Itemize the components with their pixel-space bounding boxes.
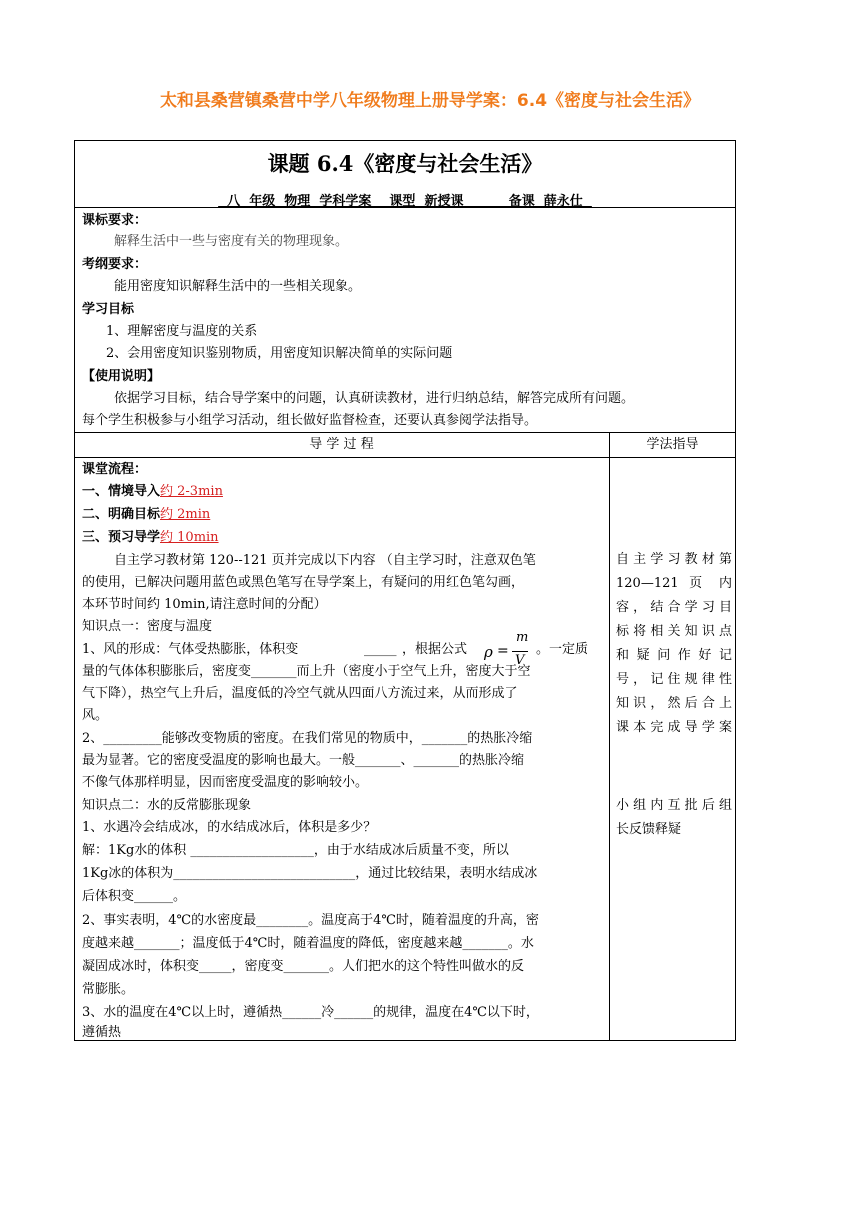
fraction-bar — [512, 651, 528, 652]
question-text: 度越来越_______；温度低于4℃时，随着温度的降低，密度越来越_______。水 — [82, 936, 534, 951]
step-time: 约 2-3min — [160, 484, 223, 499]
step-label: 一、情境导入 — [82, 484, 161, 499]
question-text: 常膨胀。 — [82, 982, 135, 997]
column-divider — [609, 432, 610, 1041]
step-2 — [82, 504, 210, 525]
self-study-text: 的使用，已解决问题用蓝色或黑色笔写在导学案上，有疑问的用红色笔勾画， — [82, 575, 525, 590]
question-text: 气下降），热空气上升后，温度低的冷空气就从四面八方流过来，从而形成了 — [82, 686, 518, 701]
lesson-meta: 八 年级 物理 学科学案 课型 新授课 备课 薛永仕 — [218, 194, 592, 209]
usage-text: 依据学习目标，结合导学案中的问题，认真研读教材，进行归纳总结，解答完成所有问题。 — [114, 391, 635, 406]
step-3 — [82, 527, 219, 548]
question-text: 凝固成冰时，体积变_____，密度变_______。人们把水的这个特性叫做水的反 — [82, 959, 525, 974]
guide-line: 标将相关知识点 — [616, 624, 732, 639]
answer-blank: _____ — [364, 642, 397, 657]
formula-equals: = — [497, 643, 509, 659]
goal-item: 1、理解密度与温度的关系 — [106, 324, 258, 339]
question-text: 2、_________能够改变物质的密度。在我们常见的物质中，_______的热胀冷缩 — [82, 731, 533, 746]
exam-text: 能用密度知识解释生活中的一些相关现象。 — [114, 279, 362, 294]
lesson-title: 课题 6.4《密度与社会生活》 — [267, 151, 543, 176]
guide-line: 自主学习教材第 — [616, 552, 732, 567]
formula-numerator: m — [516, 630, 529, 645]
formula-denominator: V — [515, 653, 525, 668]
usage-label: 【使用说明】 — [82, 369, 161, 384]
question-text: 解：1Kg水的体积 ___________________，由于水结成冰后质量不变，所以 — [82, 843, 509, 858]
guide-column-header: 学法指导 — [646, 437, 699, 452]
step-time: 约 2min — [160, 507, 211, 522]
step-time: 约 10min — [160, 530, 219, 545]
guide-line: 和 疑 问 作 好 记 — [616, 648, 732, 663]
question-text: 遵循热 — [82, 1025, 122, 1040]
self-study-text: 本环节时间约 10min,请注意时间的分配） — [82, 597, 327, 612]
question-text: 量的气体体积膨胀后，密度变_______而上升（密度小于空气上升，密度大于空 — [82, 664, 531, 679]
guide-line: 120—121 页 内 — [616, 576, 732, 591]
goal-item: 2、会用密度知识鉴别物质，用密度知识解决简单的实际问题 — [106, 346, 453, 361]
exam-label: 考纲要求： — [82, 257, 148, 272]
question-text: 最为显著。它的密度受温度的影响也最大。一般_______、_______的热胀冷缩 — [82, 753, 525, 768]
guide-line: 容，结合学习目 — [616, 600, 732, 615]
guide-line: 课本完成导学案 — [616, 720, 732, 735]
knowledge-point-title: 知识点一：密度与温度 — [82, 619, 213, 634]
question-text: 风。 — [82, 708, 109, 723]
question-text: 1、水遇冷会结成冰，的水结成冰后，体积是多少？ — [82, 820, 377, 835]
guide-note — [616, 548, 732, 740]
goals-label: 学习目标 — [82, 302, 135, 317]
step-label: 三、预习导学 — [82, 530, 161, 545]
divider — [74, 432, 736, 433]
step-label: 二、明确目标 — [82, 507, 161, 522]
guide-line: 号，记住规律性 — [616, 672, 732, 687]
question-text: 后体积变______。 — [82, 889, 187, 904]
guide-line: 小组内互批后组 — [616, 798, 732, 813]
divider — [74, 457, 736, 458]
question-text: 2、事实表明，4℃的水密度最________。温度高于4℃时，随着温度的升高，密 — [82, 913, 539, 928]
question-text: 。一定质 — [536, 642, 589, 657]
document-title: 太和县桑营镇桑营中学八年级物理上册导学案：6.4《密度与社会生活》 — [159, 91, 701, 111]
curriculum-label: 课标要求： — [82, 213, 148, 228]
formula-rho: ρ — [484, 643, 493, 661]
process-column-header: 导 学 过 程 — [309, 437, 374, 452]
question-text: 1Kg冰的体积为____________________________，通过比较结果，表明水结成冰 — [82, 866, 538, 881]
question-text: 不像气体那样明显，因而密度受温度的影响较小。 — [82, 775, 369, 790]
knowledge-point-title: 知识点二：水的反常膨胀现象 — [82, 798, 252, 813]
question-text: ，根据公式 — [402, 642, 468, 657]
question-text: 1、风的形成：气体受热膨胀，体积变 — [82, 642, 299, 657]
guide-note — [616, 794, 732, 842]
guide-line: 知识，然后合上 — [616, 696, 732, 711]
question-text: 3、水的温度在4℃以上时，遵循热______冷______的规律，温度在4℃以下时， — [82, 1005, 539, 1020]
flow-label: 课堂流程： — [82, 462, 148, 477]
guide-line: 长反馈释疑 — [616, 822, 682, 837]
step-1 — [82, 481, 223, 502]
usage-text: 每个学生积极参与小组学习活动，组长做好监督检查，还要认真参阅学法指导。 — [82, 413, 538, 428]
self-study-text: 自主学习教材第 120--121 页并完成以下内容 （自主学习时，注意双色笔 — [114, 553, 536, 568]
curriculum-text: 解释生活中一些与密度有关的物理现象。 — [114, 234, 349, 249]
